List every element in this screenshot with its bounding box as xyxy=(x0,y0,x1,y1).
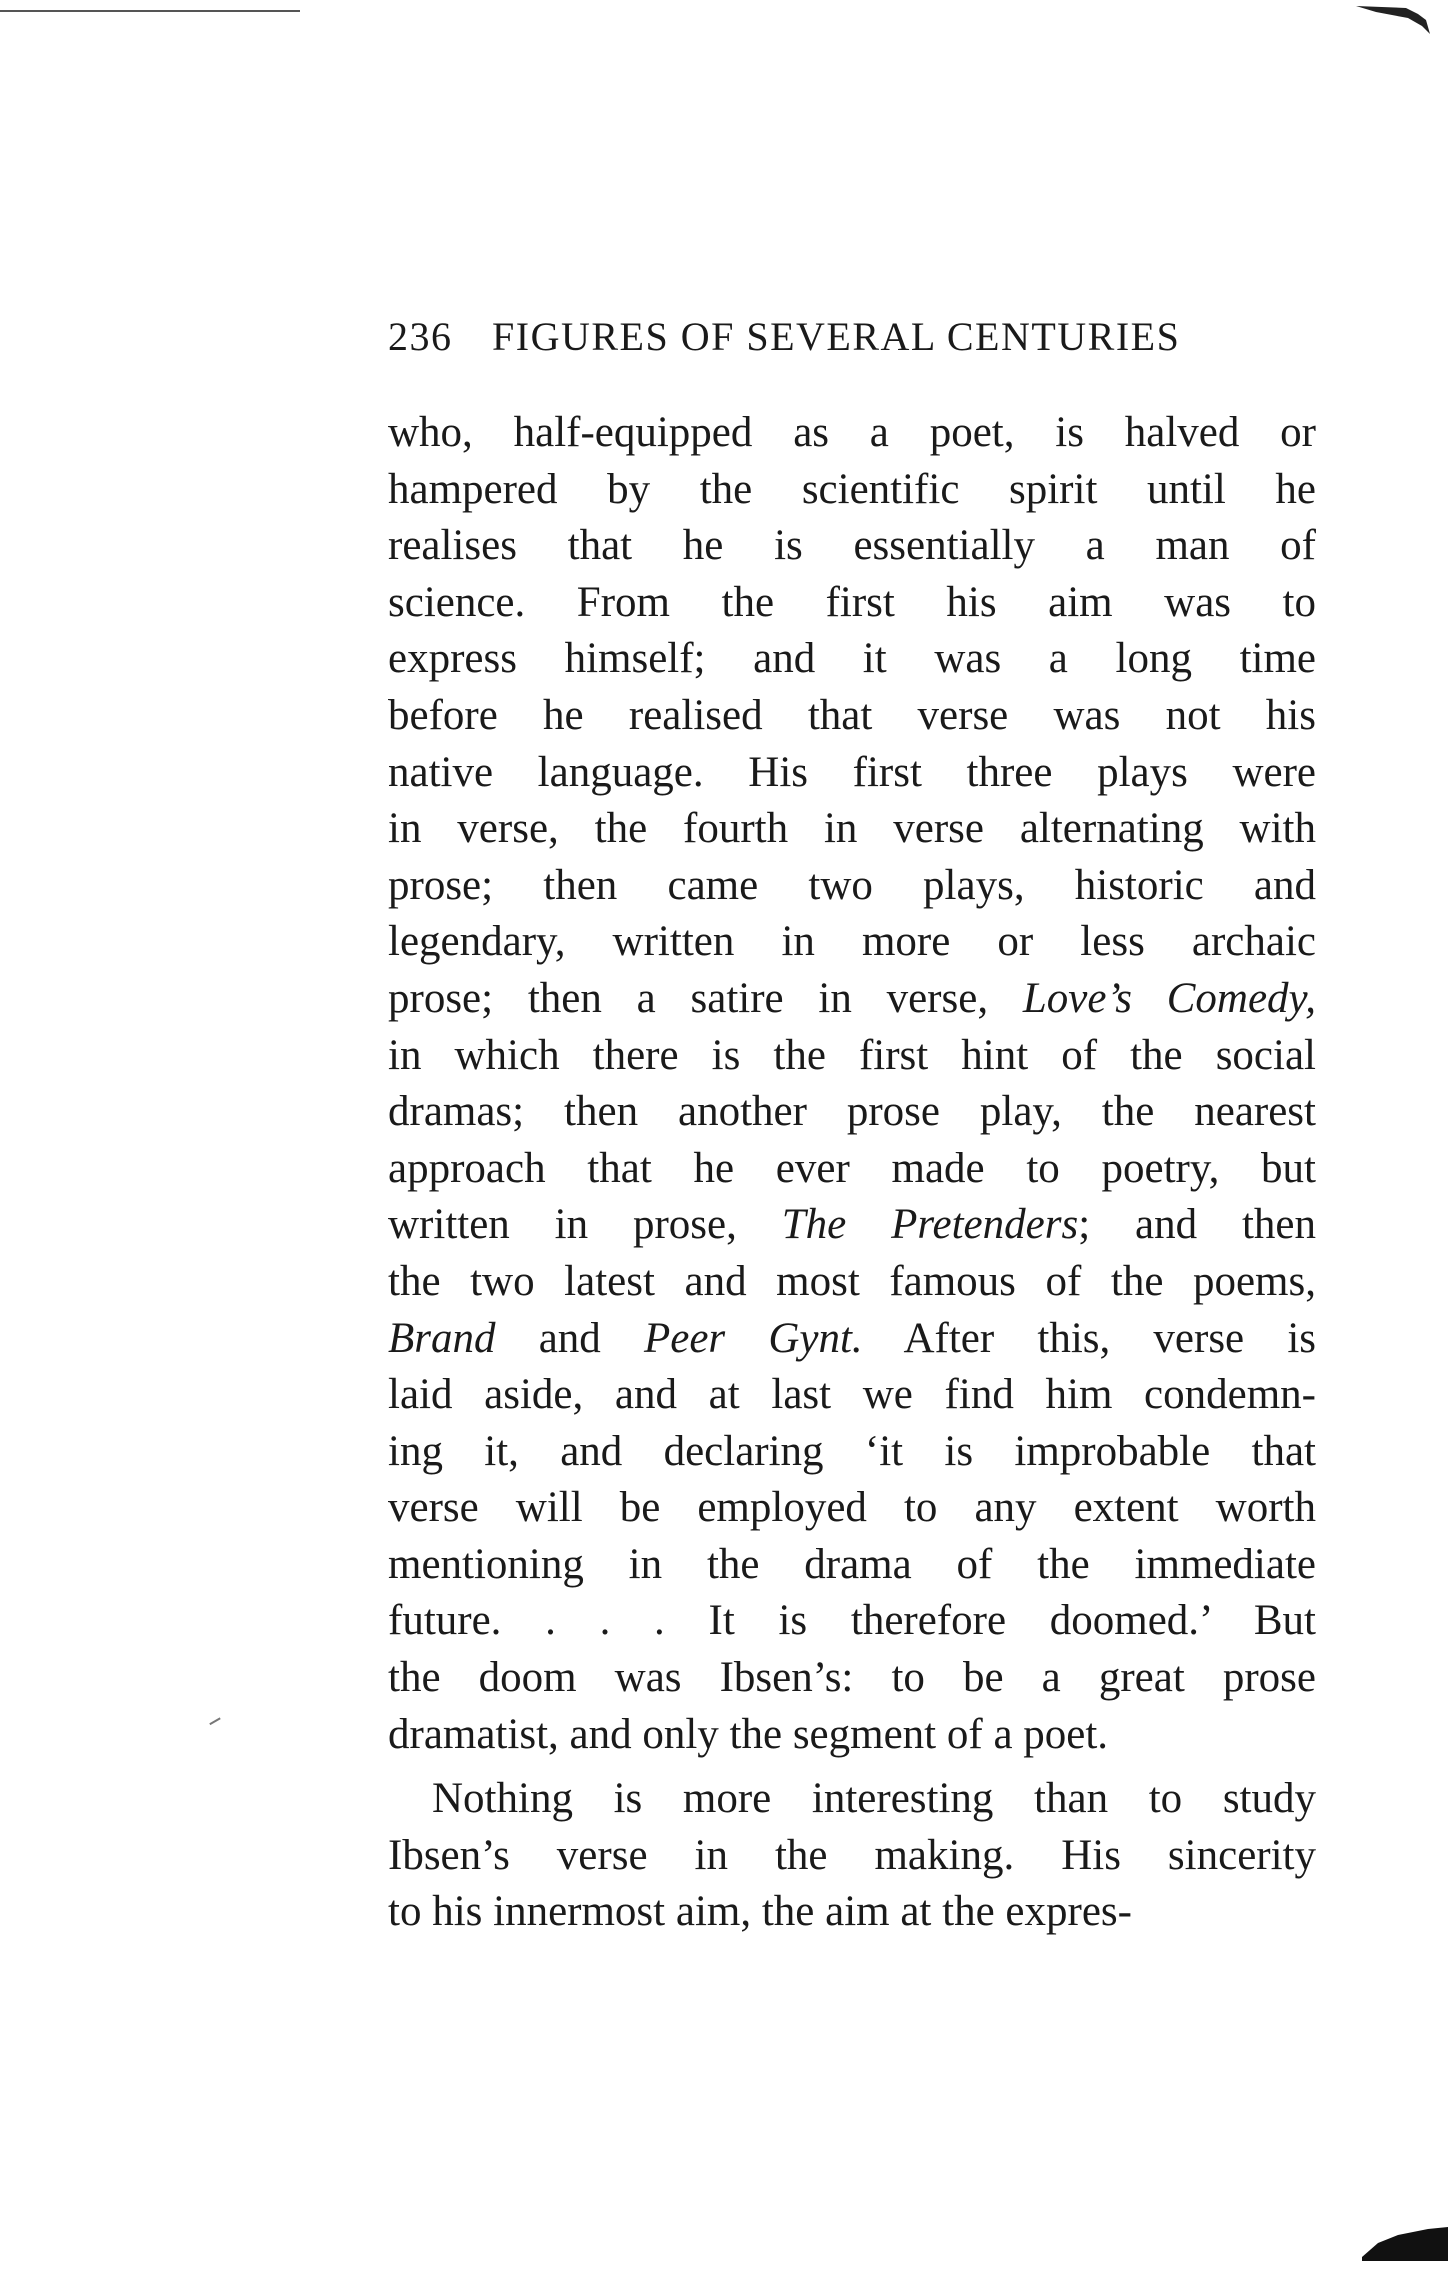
text-line: to his innermost aim, the aim at the expres- xyxy=(388,1888,1132,1936)
running-header xyxy=(388,313,1288,373)
text-line: express himself; and it was a long time xyxy=(388,635,1316,683)
italic-title: Brand xyxy=(388,1314,496,1362)
text-line: hampered by the scientific spirit until he xyxy=(388,465,1316,513)
text-line: the two latest and most famous of the poems, xyxy=(388,1257,1316,1305)
text-line: ing it, and declaring ‘it is improbable that xyxy=(388,1427,1316,1475)
text-line: who, half-equipped as a poet, is halved or xyxy=(388,409,1316,456)
text-line: in verse, the fourth in verse alternating with xyxy=(388,805,1316,853)
line-text: ; and then xyxy=(1078,1201,1316,1249)
text-line: laid aside, and at last we find him condemn- xyxy=(388,1371,1316,1419)
text-line: before he realised that verse was not his xyxy=(388,691,1316,739)
text-line xyxy=(388,1311,1316,1368)
text-line: in which there is the first hint of the social xyxy=(388,1031,1316,1079)
line-text: written in prose, xyxy=(388,1201,737,1249)
italic-title: Love’s Comedy, xyxy=(1022,974,1316,1022)
text-line: prose; then came two plays, historic and xyxy=(388,861,1316,909)
text-line: legendary, written in more or less archaic xyxy=(388,918,1316,966)
text-line: verse will be employed to any extent worth xyxy=(388,1484,1316,1532)
text-line: science. From the first his aim was to xyxy=(388,578,1316,626)
text-line: Ibsen’s verse in the making. His sincerity xyxy=(388,1831,1316,1879)
text-line: the doom was Ibsen’s: to be a great prose xyxy=(388,1654,1316,1702)
page-number: 236 xyxy=(388,314,453,359)
line-text: After this, verse is xyxy=(903,1314,1316,1362)
text-line xyxy=(388,1197,1316,1254)
italic-title: The Pretenders xyxy=(781,1201,1079,1249)
scan-corner-mark xyxy=(1356,0,1436,40)
body-text xyxy=(388,405,1316,1941)
text-line xyxy=(388,971,1316,1028)
text-line: Nothing is more interesting than to study xyxy=(432,1775,1316,1823)
text-line: mentioning in the drama of the immediate xyxy=(388,1540,1316,1588)
text-line: native language. His first three plays were xyxy=(388,748,1316,796)
line-text: prose; then a satire in verse, xyxy=(388,974,989,1022)
text-line: dramas; then another prose play, the nearest xyxy=(388,1088,1316,1136)
text-line: dramatist, and only the segment of a poet. xyxy=(388,1710,1109,1758)
scan-edge-rule xyxy=(0,10,300,12)
line-text: and xyxy=(538,1314,601,1362)
running-title: FIGURES OF SEVERAL CENTURIES xyxy=(492,314,1181,359)
scan-speck xyxy=(209,1717,222,1728)
scan-corner-mark xyxy=(1358,2221,1448,2261)
italic-title: Peer Gynt. xyxy=(643,1314,863,1362)
text-line: future. . . . It is therefore doomed.’ But xyxy=(388,1597,1316,1645)
text-line: realises that he is essentially a man of xyxy=(388,522,1316,570)
text-line: approach that he ever made to poetry, but xyxy=(388,1144,1316,1192)
